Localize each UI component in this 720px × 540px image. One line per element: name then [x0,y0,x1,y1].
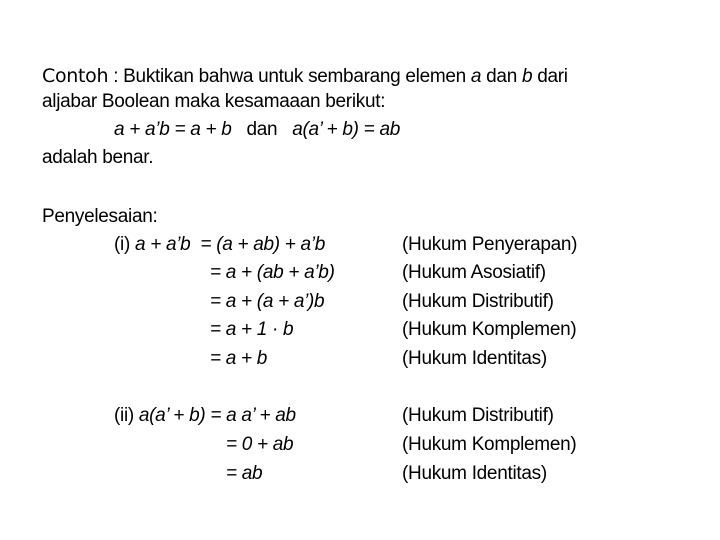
part1-step-expr: = a + (a + a’)b [210,291,325,312]
example-keyword: Contoh [42,65,109,87]
var-b: b [521,66,533,87]
part1-step-reason: (Hukum Distributif) [402,291,554,312]
solution-heading: Penyelesaian: [42,206,158,227]
part2-step-expr: = ab [226,463,263,484]
statement-line-2: aljabar Boolean maka kesamaaan berikut: [42,91,386,112]
part2-step-expr: = 0 + ab [226,434,294,455]
part1-step-expr: = a + (ab + a’b) [210,262,335,283]
equation-1: a + a’b = a + b [114,119,232,140]
statement-text: : Buktikan bahwa untuk sembarang elemen [108,66,471,87]
part1-step-reason: (Hukum Asosiatif) [402,262,546,283]
part1-lhs: a + a’b [134,234,191,255]
equation-and: dan [246,119,278,140]
part2-lhs: a(a’ + b) [138,405,206,426]
part1-step-reason: (Hukum Komplemen) [402,319,577,340]
part2-first-line [114,404,296,428]
part1-step-reason: (Hukum Identitas) [402,348,547,369]
equation-2: a(a’ + b) = ab [292,119,400,140]
part1-first-line [114,233,325,257]
statement-line-1 [42,64,568,89]
part1-label: (i) [114,234,135,255]
statement-line-4: adalah benar. [42,147,154,168]
part2-step-expr: = a a’ + ab [210,405,296,426]
part2-step-reason: (Hukum Komplemen) [402,434,577,455]
part2-step-reason: (Hukum Identitas) [402,463,547,484]
part1-step-expr: = a + b [210,348,268,369]
part1-step-reason: (Hukum Penyerapan) [402,234,578,255]
statement-end: dari [532,66,568,87]
part2-label: (ii) [114,405,139,426]
statement-equations [114,118,400,142]
part1-step-expr: = a + 1 · b [210,319,294,340]
and-word: dan [481,66,522,87]
part2-step-reason: (Hukum Distributif) [402,405,554,426]
part1-step-expr: = (a + ab) + a’b [200,234,326,255]
var-a: a [470,66,482,87]
